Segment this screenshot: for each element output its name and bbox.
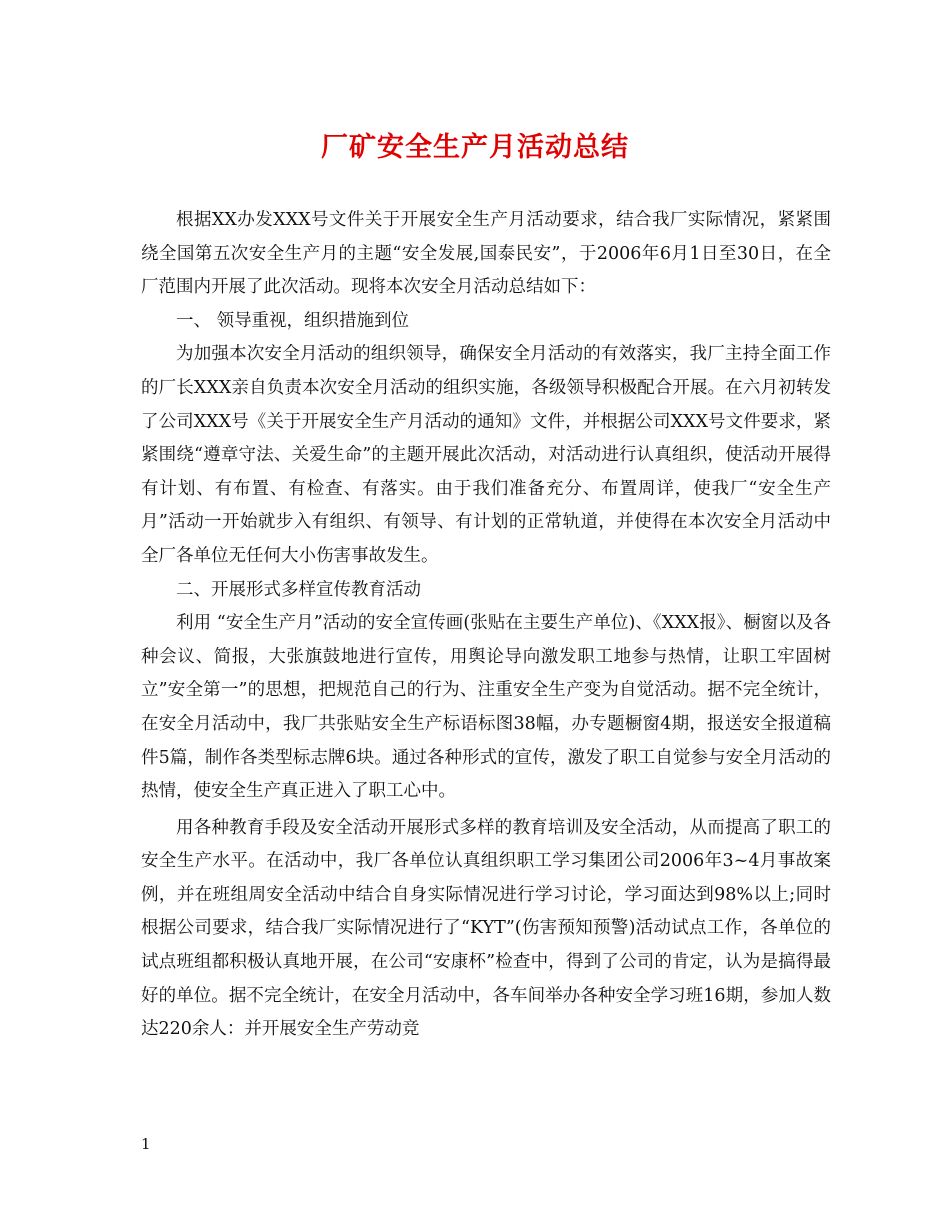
- paragraph-intro: 根据XX办发XXX号文件关于开展安全生产月活动要求，结合我厂实际情况，紧紧围绕全国第五次安全生产月的主题“安全发展,国泰民安”，于2006年6月1日至30日，在全厂范围内开展了此次活动。现将本次安全月活动总结如下：: [141, 210, 831, 298]
- section-heading-2: 二、开展形式多样宣传教育活动: [176, 579, 421, 600]
- page-number: 1: [141, 1135, 151, 1153]
- document-title: 厂矿安全生产月活动总结: [321, 132, 629, 163]
- document-body: [141, 204, 831, 1047]
- paragraph-publicity: 利用 “安全生产月”活动的安全宣传画(张贴在主要生产单位)、《XXX报》、橱窗以及各种会议、简报，大张旗鼓地进行宣传，用舆论导向激发职工地参与热情，让职工牢固树立”安全第一”的思想，把规范自己的行为、注重安全生产变为自觉活动。据不完全统计，在安全月活动中，我厂共张贴安全生产标语标图38幅，办专题橱窗4期，报送安全报道稿件5篇，制作各类型标志牌6块。通过各种形式的宣传，激发了职工自觉参与安全月活动的热情，使安全生产真正进入了职工心中。: [141, 613, 831, 802]
- section-heading-1: 一、 领导重视，组织措施到位: [176, 310, 410, 331]
- paragraph-training: 用各种教育手段及安全活动开展形式多样的教育培训及安全活动，从而提高了职工的安全生产水平。在活动中，我厂各单位认真组织职工学习集团公司2006年3~4月事故案例，并在班组周安全活动中结合自身实际情况进行学习讨论，学习面达到98%以上;同时根据公司要求，结合我厂实际情况进行了“KYT”(伤害预知预警)活动试点工作，各单位的试点班组都积极认真地开展，在公司“安康杯”检查中，得到了公司的肯定，认为是搞得最好的单位。据不完全统计，在安全月活动中，各车间举办各种安全学习班16期，参加人数达220余人：并开展安全生产劳动竞: [141, 817, 831, 1040]
- paragraph-leadership: 为加强本次安全月活动的组织领导，确保安全月活动的有效落实，我厂主持全面工作的厂长XXX亲自负责本次安全月活动的组织实施，各级领导积极配合开展。在六月初转发了公司XXX号《关于开展安全生产月活动的通知》文件，并根据公司XXX号文件要求，紧紧围绕“遵章守法、关爱生命”的主题开展此次活动，对活动进行认真组织，使活动开展得有计划、有布置、有检查、有落实。由于我们准备充分、布置周详，使我厂“安全生产月”活动一开始就步入有组织、有领导、有计划的正常轨道，并使得在本次安全月活动中全厂各单位无任何大小伤害事故发生。: [141, 344, 831, 566]
